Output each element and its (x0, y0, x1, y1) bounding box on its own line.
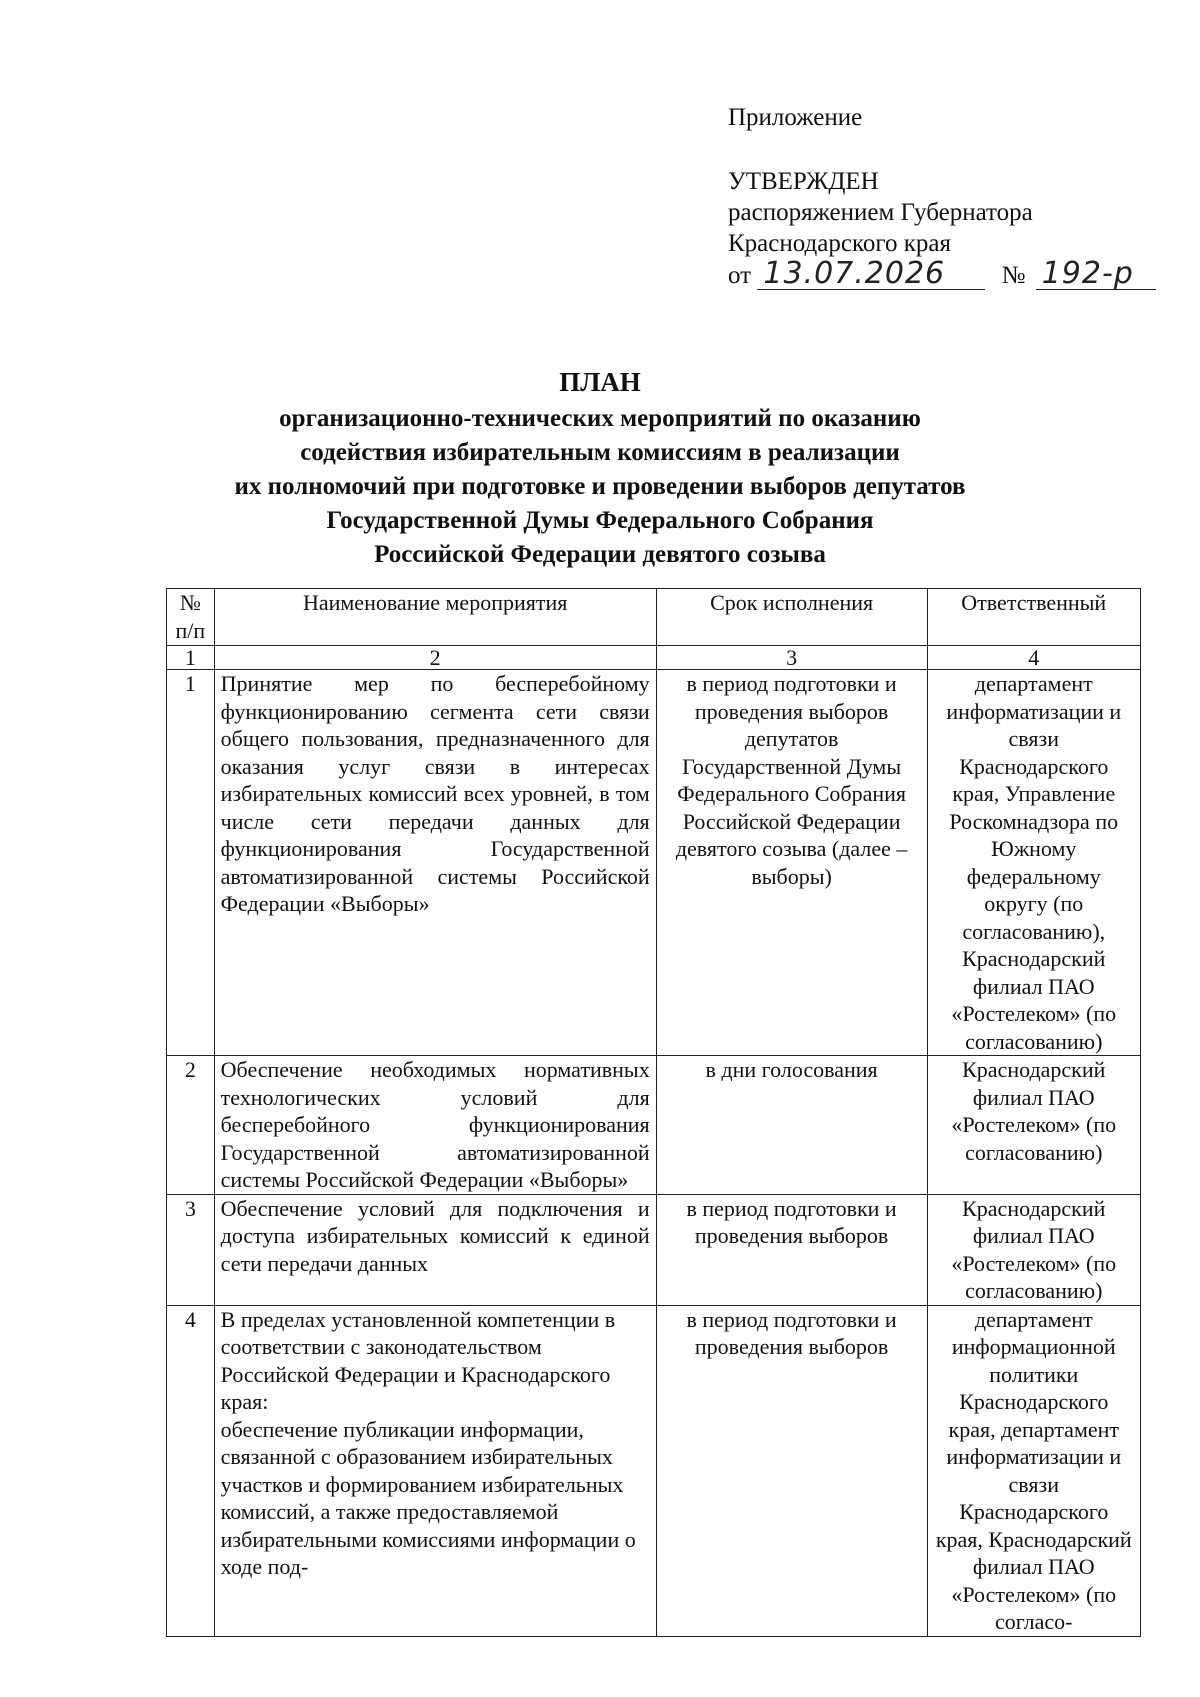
row-term: в дни голосования (656, 1056, 927, 1195)
row-term: в период подготовки и проведения выборов (656, 1305, 927, 1636)
document-title (160, 365, 1040, 572)
header-name: Наименование мероприятия (214, 589, 656, 646)
row-responsible: Краснодарский филиал ПАО «Ростелеком» (по согласованию) (927, 1194, 1140, 1305)
from-label: от (728, 262, 752, 289)
table-row (167, 1194, 1141, 1305)
row-term: в период подготовки и проведения выборов депутатов Государственной Думы Федерального Собрания Российской Федерации девятого созыва (далее – выборы) (656, 670, 927, 1056)
column-number: 2 (214, 646, 656, 670)
handwritten-date: 13.07.2026 (757, 259, 985, 290)
row-name: В пределах установленной компетенции в соответствии с законодательством Российской Федерации и Краснодарского края: обеспечение публикации информации, связанной с образованием избирательных участков и формированием избирательных комиссий, а также предоставляемой избирательными комиссиями информации о ходе под- (214, 1305, 656, 1636)
title-line-4: Государственной Думы Федерального Собрания (326, 507, 874, 534)
approval-block (728, 102, 1168, 291)
number-label: № (1001, 262, 1026, 289)
approved-label: УТВЕРЖДЕН (728, 168, 879, 195)
approved-by-line-1: распоряжением Губернатора (728, 199, 1033, 226)
title-line-2: содействия избирательным комиссиям в реализации (300, 439, 900, 466)
row-number: 2 (167, 1056, 215, 1195)
column-number: 1 (167, 646, 215, 670)
date-number-line (728, 256, 1168, 291)
table-row (167, 670, 1141, 1056)
plan-heading: ПЛАН (559, 367, 641, 397)
column-number: 3 (656, 646, 927, 670)
header-number: № п/п (167, 589, 215, 646)
table-header-row (167, 589, 1141, 646)
header-term: Срок исполнения (656, 589, 927, 646)
row-name: Принятие мер по бесперебойному функционированию сегмента сети связи общего пользования, предназначенного для оказания услуг связи в интересах избирательных комиссий всех уровней, в том числе сети передачи данных для функционирования Государственной автоматизированной системы Российской Федерации «Выборы» (214, 670, 656, 1056)
column-number: 4 (927, 646, 1140, 670)
approved-by-line-2: Краснодарского края (728, 230, 951, 257)
title-line-3: их полномочий при подготовке и проведении выборов депутатов (234, 473, 966, 500)
column-number-row (167, 646, 1141, 670)
header-responsible: Ответственный (927, 589, 1140, 646)
row-name: Обеспечение условий для подключения и доступа избирательных комиссий к единой сети передачи данных (214, 1194, 656, 1305)
row-number: 1 (167, 670, 215, 1056)
row-number: 3 (167, 1194, 215, 1305)
row-term: в период подготовки и проведения выборов (656, 1194, 927, 1305)
plan-table (166, 588, 1141, 1637)
row-responsible: департамент информатизации и связи Краснодарского края, Управление Роскомнадзора по Южному федеральному округу (по согласованию), Краснодарский филиал ПАО «Ростелеком» (по согласованию) (927, 670, 1140, 1056)
title-line-1: организационно-технических мероприятий по оказанию (279, 405, 921, 432)
table-row (167, 1056, 1141, 1195)
row-name: Обеспечение необходимых нормативных технологических условий для бесперебойного функционирования Государственной автоматизированной системы Российской Федерации «Выборы» (214, 1056, 656, 1195)
row-responsible: Краснодарский филиал ПАО «Ростелеком» (по согласованию) (927, 1056, 1140, 1195)
handwritten-number: 192-р (1036, 259, 1156, 290)
row-responsible: департамент информационной политики Краснодарского края, департамент информатизации и связи Краснодарского края, Краснодарский филиал ПАО «Ростелеком» (по согласо- (927, 1305, 1140, 1636)
appendix-label: Приложение (728, 104, 863, 131)
title-line-5: Российской Федерации девятого созыва (374, 541, 826, 568)
row-number: 4 (167, 1305, 215, 1636)
table-row (167, 1305, 1141, 1636)
